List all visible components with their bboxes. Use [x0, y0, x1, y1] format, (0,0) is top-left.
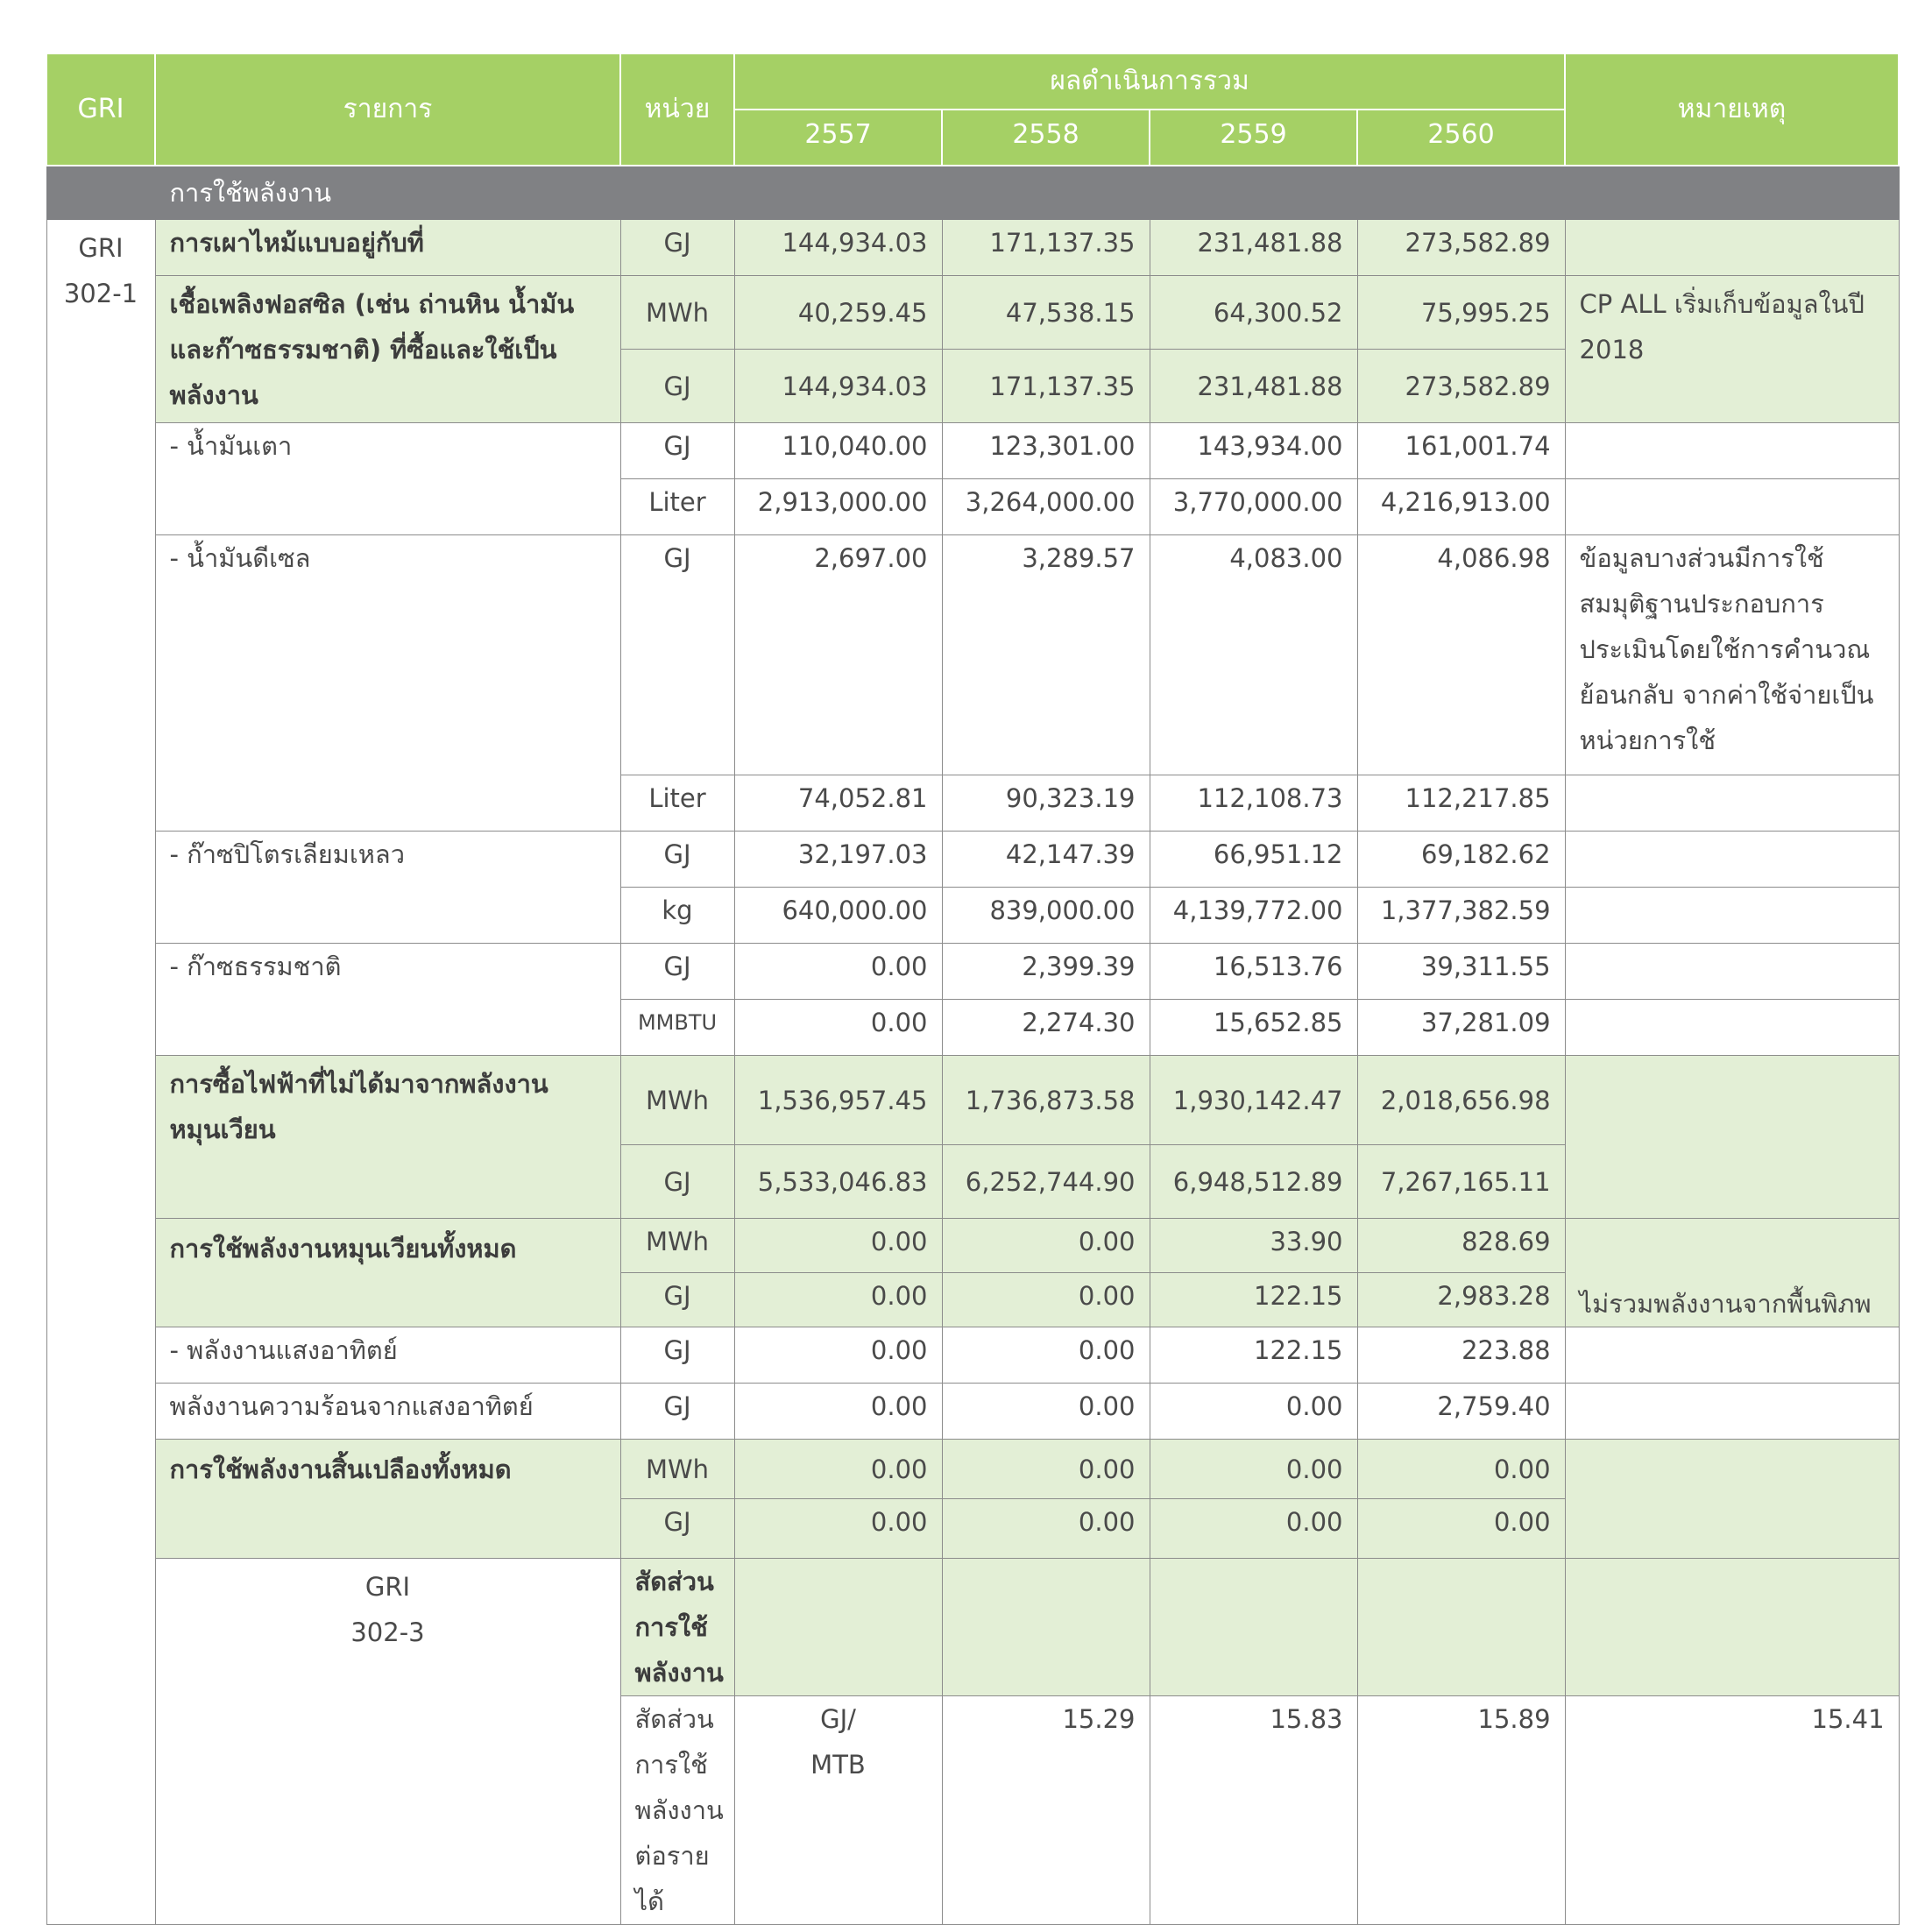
fuel-oil-gj-2558: 123,301.00: [942, 423, 1150, 479]
electricity-remark: [1565, 1056, 1899, 1219]
fossil-mwh-2560: 75,995.25: [1357, 276, 1565, 350]
fuel-oil-gj-2559: 143,934.00: [1150, 423, 1357, 479]
lpg-label: - ก๊าซปิโตรเลียมเหลว: [155, 832, 620, 944]
fossil-gj-2558: 171,137.35: [942, 350, 1150, 423]
natural-gas-gj-unit: GJ: [620, 944, 734, 1000]
total-gj-2559: 0.00: [1150, 1499, 1357, 1559]
natural-gas-gj-2557: 0.00: [734, 944, 942, 1000]
fossil-gj-2559: 231,481.88: [1150, 350, 1357, 423]
fuel-oil-liter-2560: 4,216,913.00: [1357, 479, 1565, 535]
lpg-kg-2560: 1,377,382.59: [1357, 888, 1565, 944]
renewable-gj-2558: 0.00: [942, 1273, 1150, 1327]
renewable-mwh-2559: 33.90: [1150, 1219, 1357, 1273]
total-mwh-unit: MWh: [620, 1440, 734, 1499]
lpg-kg-2557: 640,000.00: [734, 888, 942, 944]
renewable-mwh-2558: 0.00: [942, 1219, 1150, 1273]
intensity-header-2558: [1150, 1559, 1357, 1696]
header-year-2558: 2558: [942, 110, 1150, 166]
natural-gas-mmbtu-2558: 2,274.30: [942, 1000, 1150, 1056]
total-mwh-2559: 0.00: [1150, 1440, 1357, 1499]
intensity-header-2557: [942, 1559, 1150, 1696]
solar-remark: [1565, 1327, 1899, 1384]
header-year-2557: 2557: [734, 110, 942, 166]
fuel-oil-liter-2557: 2,913,000.00: [734, 479, 942, 535]
combustion-2558: 171,137.35: [942, 220, 1150, 276]
energy-consumption-table: [46, 53, 1900, 1925]
header-gri: GRI: [46, 53, 155, 166]
total-remark: [1565, 1440, 1899, 1559]
diesel-liter-2557: 74,052.81: [734, 775, 942, 832]
lpg-kg-unit: kg: [620, 888, 734, 944]
fossil-mwh-2559: 64,300.52: [1150, 276, 1357, 350]
diesel-label: - น้ำมันดีเซล: [155, 535, 620, 832]
gri-302-1-line2: 302-1: [63, 279, 138, 308]
gri-302-1-line1: GRI: [78, 233, 124, 263]
lpg-gj-remark: [1565, 832, 1899, 888]
total-gj-2558: 0.00: [942, 1499, 1150, 1559]
renewable-mwh-2560: 828.69: [1357, 1219, 1565, 1273]
table-row-renewable-mwh: [46, 1219, 1899, 1273]
fuel-oil-liter-unit: Liter: [620, 479, 734, 535]
electricity-label: การซื้อไฟฟ้าที่ไม่ได้มาจากพลังงานหมุนเวียน: [155, 1056, 620, 1219]
intensity-2557: 15.29: [942, 1696, 1150, 1925]
fossil-mwh-2557: 40,259.45: [734, 276, 942, 350]
total-gj-unit: GJ: [620, 1499, 734, 1559]
intensity-header-label: สัดส่วนการใช้พลังงาน: [620, 1559, 734, 1696]
combustion-2560: 273,582.89: [1357, 220, 1565, 276]
table-row-fuel-oil-gj: [46, 423, 1899, 479]
intensity-unit: [734, 1696, 942, 1925]
table-row-diesel-gj: [46, 535, 1899, 775]
fossil-gj-unit: GJ: [620, 350, 734, 423]
lpg-gj-2557: 32,197.03: [734, 832, 942, 888]
header-item: รายการ: [155, 53, 620, 166]
solar-heat-2558: 0.00: [942, 1384, 1150, 1440]
fossil-remark: CP ALL เริ่มเก็บข้อมูลในปี 2018: [1565, 276, 1899, 423]
intensity-unit-line2: MTB: [810, 1750, 866, 1780]
electricity-mwh-unit: MWh: [620, 1056, 734, 1145]
electricity-gj-2557: 5,533,046.83: [734, 1145, 942, 1219]
electricity-gj-2560: 7,267,165.11: [1357, 1145, 1565, 1219]
total-gj-2560: 0.00: [1357, 1499, 1565, 1559]
table-row-solar-heat: [46, 1384, 1899, 1440]
section-spacer: [46, 166, 155, 220]
fossil-label: เชื้อเพลิงฟอสซิล (เช่น ถ่านหิน น้ำมัน และก๊าซธรรมชาติ) ที่ซื้อและใช้เป็นพลังงาน: [155, 276, 620, 423]
section-title: การใช้พลังงาน: [155, 166, 1899, 220]
solar-label: - พลังงานแสงอาทิตย์: [155, 1327, 620, 1384]
fuel-oil-gj-2557: 110,040.00: [734, 423, 942, 479]
total-gj-2557: 0.00: [734, 1499, 942, 1559]
table-row-intensity-header: [46, 1559, 1899, 1696]
fuel-oil-liter-remark: [1565, 479, 1899, 535]
combustion-2559: 231,481.88: [1150, 220, 1357, 276]
diesel-gj-2557: 2,697.00: [734, 535, 942, 775]
fossil-mwh-2558: 47,538.15: [942, 276, 1150, 350]
intensity-header-2560: [1565, 1559, 1899, 1696]
lpg-gj-2560: 69,182.62: [1357, 832, 1565, 888]
solar-heat-2559: 0.00: [1150, 1384, 1357, 1440]
total-mwh-2557: 0.00: [734, 1440, 942, 1499]
natural-gas-label: - ก๊าซธรรมชาติ: [155, 944, 620, 1056]
renewable-mwh-2557: 0.00: [734, 1219, 942, 1273]
solar-unit: GJ: [620, 1327, 734, 1384]
intensity-unit-line1: GJ/: [820, 1704, 856, 1734]
table-row-fossil-mwh: [46, 276, 1899, 350]
header-remark: หมายเหตุ: [1565, 53, 1899, 166]
electricity-gj-unit: GJ: [620, 1145, 734, 1219]
natural-gas-mmbtu-2559: 15,652.85: [1150, 1000, 1357, 1056]
solar-heat-unit: GJ: [620, 1384, 734, 1440]
lpg-kg-2558: 839,000.00: [942, 888, 1150, 944]
solar-2558: 0.00: [942, 1327, 1150, 1384]
table-row-lpg-gj: [46, 832, 1899, 888]
renewable-gj-2559: 122.15: [1150, 1273, 1357, 1327]
table-row-solar: [46, 1327, 1899, 1384]
gri-302-3-cell: [155, 1559, 620, 1925]
combustion-2557: 144,934.03: [734, 220, 942, 276]
combustion-remark: [1565, 220, 1899, 276]
electricity-gj-2559: 6,948,512.89: [1150, 1145, 1357, 1219]
renewable-remark: ไม่รวมพลังงานจากพื้นพิภพ: [1565, 1219, 1899, 1327]
fossil-mwh-unit: MWh: [620, 276, 734, 350]
electricity-mwh-2557: 1,536,957.45: [734, 1056, 942, 1145]
combustion-label: การเผาไหม้แบบอยู่กับที่: [155, 220, 620, 276]
header-year-2560: 2560: [1357, 110, 1565, 166]
header-year-2559: 2559: [1150, 110, 1357, 166]
electricity-mwh-2560: 2,018,656.98: [1357, 1056, 1565, 1145]
intensity-2559: 15.89: [1357, 1696, 1565, 1925]
electricity-gj-2558: 6,252,744.90: [942, 1145, 1150, 1219]
fuel-oil-label: - น้ำมันเตา: [155, 423, 620, 535]
fossil-gj-2560: 273,582.89: [1357, 350, 1565, 423]
lpg-gj-2558: 42,147.39: [942, 832, 1150, 888]
gri-302-3-line2: 302-3: [350, 1617, 425, 1647]
diesel-gj-unit: GJ: [620, 535, 734, 775]
natural-gas-mmbtu-2560: 37,281.09: [1357, 1000, 1565, 1056]
table-row-electricity-mwh: [46, 1056, 1899, 1145]
intensity-header-2559: [1357, 1559, 1565, 1696]
diesel-liter-2560: 112,217.85: [1357, 775, 1565, 832]
fuel-oil-liter-2559: 3,770,000.00: [1150, 479, 1357, 535]
solar-heat-2557: 0.00: [734, 1384, 942, 1440]
gri-302-3-line1: GRI: [364, 1572, 411, 1602]
intensity-2558: 15.83: [1150, 1696, 1357, 1925]
solar-heat-label: พลังงานความร้อนจากแสงอาทิตย์: [155, 1384, 620, 1440]
solar-heat-2560: 2,759.40: [1357, 1384, 1565, 1440]
diesel-liter-unit: Liter: [620, 775, 734, 832]
natural-gas-gj-2558: 2,399.39: [942, 944, 1150, 1000]
renewable-gj-unit: GJ: [620, 1273, 734, 1327]
electricity-mwh-2558: 1,736,873.58: [942, 1056, 1150, 1145]
fuel-oil-gj-unit: GJ: [620, 423, 734, 479]
diesel-liter-2559: 112,108.73: [1150, 775, 1357, 832]
solar-2557: 0.00: [734, 1327, 942, 1384]
solar-heat-remark: [1565, 1384, 1899, 1440]
diesel-remark: ข้อมูลบางส่วนมีการใช้สมมุติฐานประกอบการประเมินโดยใช้การคำนวณย้อนกลับ จากค่าใช้จ่ายเป็นหน่วยการใช้: [1565, 535, 1899, 775]
table-row-natural-gas-gj: [46, 944, 1899, 1000]
fuel-oil-liter-2558: 3,264,000.00: [942, 479, 1150, 535]
diesel-liter-2558: 90,323.19: [942, 775, 1150, 832]
natural-gas-mmbtu-remark: [1565, 1000, 1899, 1056]
lpg-kg-2559: 4,139,772.00: [1150, 888, 1357, 944]
table-header-row: [46, 53, 1899, 110]
electricity-mwh-2559: 1,930,142.47: [1150, 1056, 1357, 1145]
fuel-oil-gj-2560: 161,001.74: [1357, 423, 1565, 479]
intensity-2560: 15.41: [1565, 1696, 1899, 1925]
solar-2560: 223.88: [1357, 1327, 1565, 1384]
table-row-total-mwh: [46, 1440, 1899, 1499]
renewable-gj-2557: 0.00: [734, 1273, 942, 1327]
diesel-gj-2559: 4,083.00: [1150, 535, 1357, 775]
lpg-gj-2559: 66,951.12: [1150, 832, 1357, 888]
diesel-liter-remark: [1565, 775, 1899, 832]
table-row-combustion: [46, 220, 1899, 276]
intensity-header-unit: [734, 1559, 942, 1696]
section-row: [46, 166, 1899, 220]
natural-gas-gj-remark: [1565, 944, 1899, 1000]
header-performance: ผลดำเนินการรวม: [734, 53, 1565, 110]
energy-table-sheet: [46, 53, 1898, 1925]
lpg-kg-remark: [1565, 888, 1899, 944]
renewable-mwh-unit: MWh: [620, 1219, 734, 1273]
gri-302-1-cell: [46, 220, 155, 1925]
diesel-gj-2560: 4,086.98: [1357, 535, 1565, 775]
total-consumption-label: การใช้พลังงานสิ้นเปลืองทั้งหมด: [155, 1440, 620, 1559]
natural-gas-gj-2560: 39,311.55: [1357, 944, 1565, 1000]
natural-gas-mmbtu-2557: 0.00: [734, 1000, 942, 1056]
solar-2559: 122.15: [1150, 1327, 1357, 1384]
diesel-gj-2558: 3,289.57: [942, 535, 1150, 775]
natural-gas-gj-2559: 16,513.76: [1150, 944, 1357, 1000]
renewable-gj-2560: 2,983.28: [1357, 1273, 1565, 1327]
combustion-unit: GJ: [620, 220, 734, 276]
fuel-oil-gj-remark: [1565, 423, 1899, 479]
total-mwh-2558: 0.00: [942, 1440, 1150, 1499]
header-unit: หน่วย: [620, 53, 734, 166]
renewable-label: การใช้พลังงานหมุนเวียนทั้งหมด: [155, 1219, 620, 1327]
total-mwh-2560: 0.00: [1357, 1440, 1565, 1499]
lpg-gj-unit: GJ: [620, 832, 734, 888]
fossil-gj-2557: 144,934.03: [734, 350, 942, 423]
intensity-label: สัดส่วนการใช้พลังงานต่อรายได้: [620, 1696, 734, 1925]
natural-gas-mmbtu-unit: MMBTU: [620, 1000, 734, 1056]
